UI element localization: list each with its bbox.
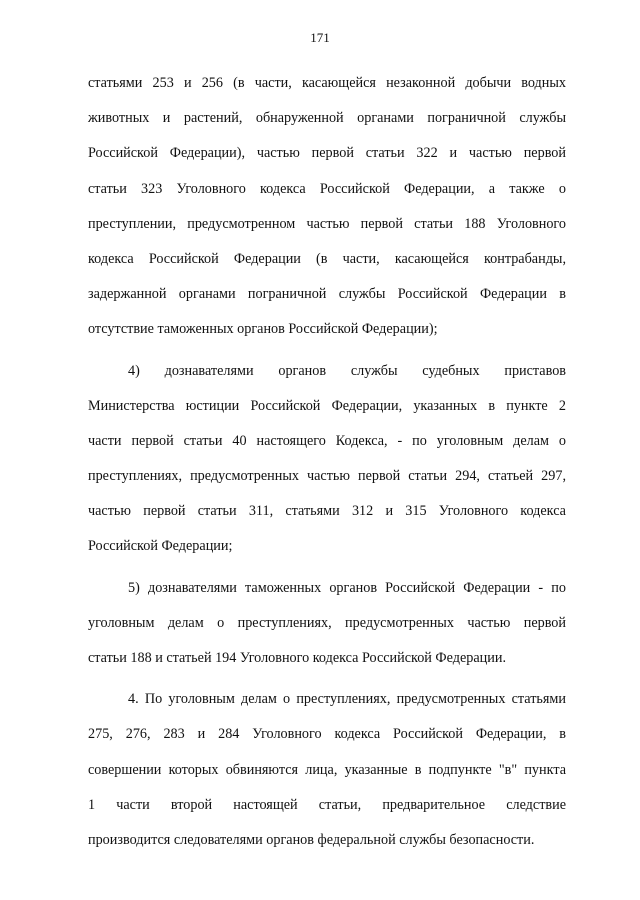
text-line: 275, 276, 283 и 284 Уголовного кодекса Российской Федерации, в: [88, 726, 566, 743]
text-line: статьи 188 и статьей 194 Уголовного кодекса Российской Федерации.: [88, 650, 506, 666]
text-line: частью первой статьи 311, статьями 312 и 315 Уголовного кодекса: [88, 503, 566, 520]
text-line: животных и растений, обнаруженной органами пограничной службы: [88, 110, 566, 127]
text-line: преступлении, предусмотренном частью первой статьи 188 Уголовного: [88, 215, 566, 232]
text-line: совершении которых обвиняются лица, указанные в подпункте "в" пункта: [88, 761, 566, 778]
text-line: производится следователями органов федеральной службы безопасности.: [88, 831, 535, 848]
text-line: Министерства юстиции Российской Федерации, указанных в пункте 2: [88, 397, 566, 414]
text-line: 1 части второй настоящей статьи, предварительное следствие: [88, 796, 566, 813]
text-line: отсутствие таможенных органов Российской Федерации);: [88, 321, 438, 338]
text-line: 5) дознавателями таможенных органов Российской Федерации - по: [128, 579, 566, 596]
text-line: статьями 253 и 256 (в части, касающейся незаконной добычи водных: [88, 75, 566, 91]
text-line: Российской Федерации;: [88, 538, 233, 555]
text-line: части первой статьи 40 настоящего Кодекса, - по уголовным делам о: [88, 432, 566, 449]
text-line: кодекса Российской Федерации (в части, касающейся контрабанды,: [88, 250, 566, 267]
page-number: 171: [310, 30, 330, 45]
text-line: 4. По уголовным делам о преступлениях, предусмотренных статьями: [128, 691, 566, 708]
text-line: 4) дознавателями органов службы судебных приставов: [128, 362, 566, 379]
text-line: преступлениях, предусмотренных частью первой статьи 294, статьей 297,: [88, 468, 566, 485]
document-body: [88, 66, 566, 858]
paragraph: [88, 682, 566, 858]
text-line: задержанной органами пограничной службы Российской Федерации в: [88, 286, 566, 303]
text-line: уголовным делам о преступлениях, предусмотренных частью первой: [88, 614, 566, 631]
paragraph: [88, 354, 566, 565]
paragraph: [88, 66, 566, 348]
paragraph: [88, 571, 566, 677]
text-line: Российской Федерации), частью первой статьи 322 и частью первой: [88, 145, 566, 162]
text-line: статьи 323 Уголовного кодекса Российской Федерации, а также о: [88, 180, 566, 197]
